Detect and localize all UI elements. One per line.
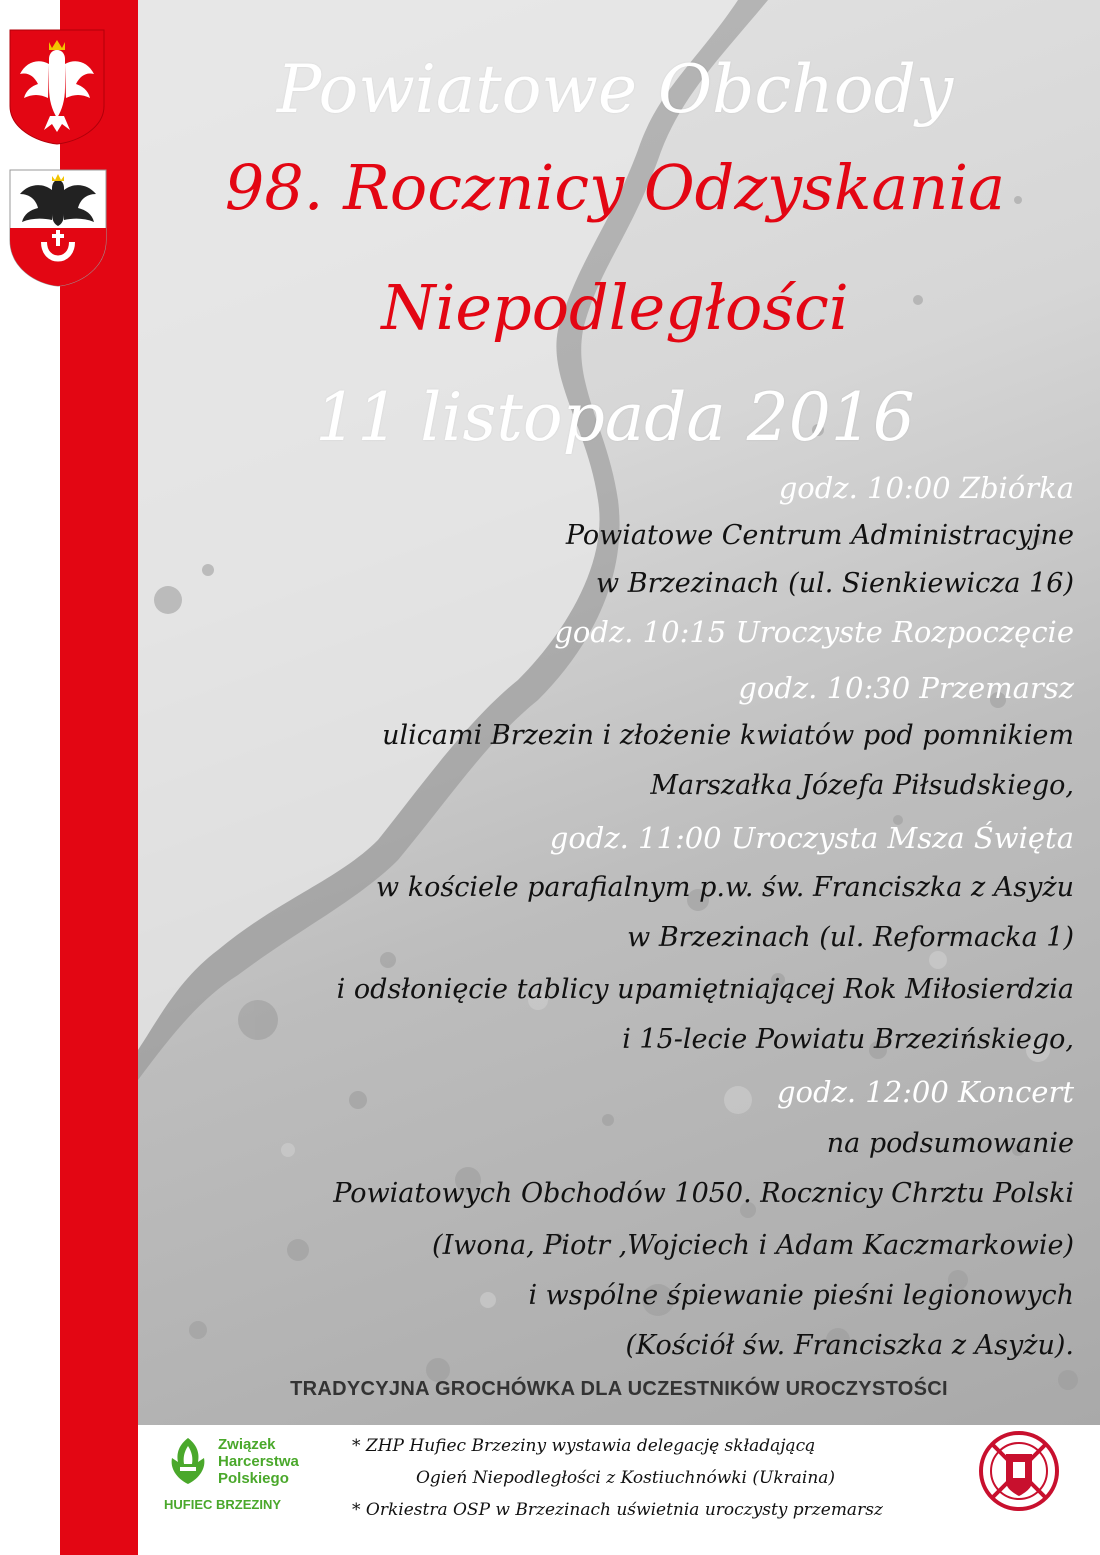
schedule-detail-line: i 15-lecie Powiatu Brzezińskiego, — [622, 1024, 1074, 1055]
footer-note-1: * ZHP Hufiec Brzeziny wystawia delegację składającą — [352, 1436, 816, 1456]
fire-brigade-badge-icon — [978, 1430, 1060, 1512]
schedule-detail-line: w Brzezinach (ul. Reformacka 1) — [627, 922, 1074, 953]
title-line-1: Powiatowe Obchody — [276, 51, 954, 128]
schedule-time-heading: godz. 12:00 Koncert — [776, 1075, 1074, 1109]
zhp-name-line-1: Związek — [218, 1436, 276, 1453]
zhp-unit-name: HUFIEC BRZEZINY — [164, 1497, 281, 1512]
soup-notice: TRADYCYJNA GROCHÓWKA DLA UCZESTNIKÓW UROCZYSTOŚCI — [290, 1378, 948, 1400]
zhp-scout-lily-icon — [160, 1434, 216, 1490]
schedule-time-heading: godz. 10:15 Uroczyste Rozpoczęcie — [554, 615, 1074, 649]
footer-note-3: * Orkiestra OSP w Brzezinach uświetnia uroczysty przemarsz — [352, 1500, 883, 1520]
schedule-detail-line: Marszałka Józefa Piłsudskiego, — [650, 770, 1074, 801]
title-line-4: 11 listopada 2016 — [315, 379, 915, 456]
county-coat-of-arms-emblem — [8, 168, 108, 288]
schedule-detail-line: Powiatowe Centrum Administracyjne — [565, 520, 1074, 551]
zhp-logo — [160, 1432, 320, 1527]
schedule-detail-line: (Kościół św. Franciszka z Asyżu). — [625, 1330, 1074, 1361]
schedule-time-heading: godz. 11:00 Uroczysta Msza Święta — [549, 821, 1074, 855]
schedule-detail-line: w kościele parafialnym p.w. św. Franciszka z Asyżu — [376, 872, 1074, 903]
schedule-detail-line: i odsłonięcie tablicy upamiętniającej Rok Miłosierdzia — [336, 974, 1074, 1005]
schedule-detail-line: Powiatowych Obchodów 1050. Rocznicy Chrztu Polski — [333, 1178, 1074, 1209]
polish-white-eagle-emblem — [8, 28, 106, 146]
schedule-detail-line: na podsumowanie — [826, 1128, 1074, 1159]
zhp-name-line-3: Polskiego — [218, 1470, 289, 1487]
schedule-time-heading: godz. 10:30 Przemarsz — [738, 671, 1074, 705]
schedule-detail-line: i wspólne śpiewanie pieśni legionowych — [528, 1280, 1074, 1311]
schedule-detail-line: (Iwona, Piotr ,Wojciech i Adam Kaczmarkowie) — [432, 1230, 1074, 1261]
zhp-name-line-2: Harcerstwa — [218, 1453, 299, 1470]
title-line-2: 98. Rocznicy Odzyskania — [224, 151, 1006, 224]
schedule-detail-line: w Brzezinach (ul. Sienkiewicza 16) — [596, 568, 1074, 599]
title-line-3: Niepodległości — [381, 271, 849, 344]
footer-note-2: Ogień Niepodległości z Kostiuchnówki (Ukraina) — [416, 1468, 836, 1488]
schedule-time-heading: godz. 10:00 Zbiórka — [778, 471, 1074, 505]
schedule-detail-line: ulicami Brzezin i złożenie kwiatów pod pomnikiem — [382, 720, 1074, 751]
